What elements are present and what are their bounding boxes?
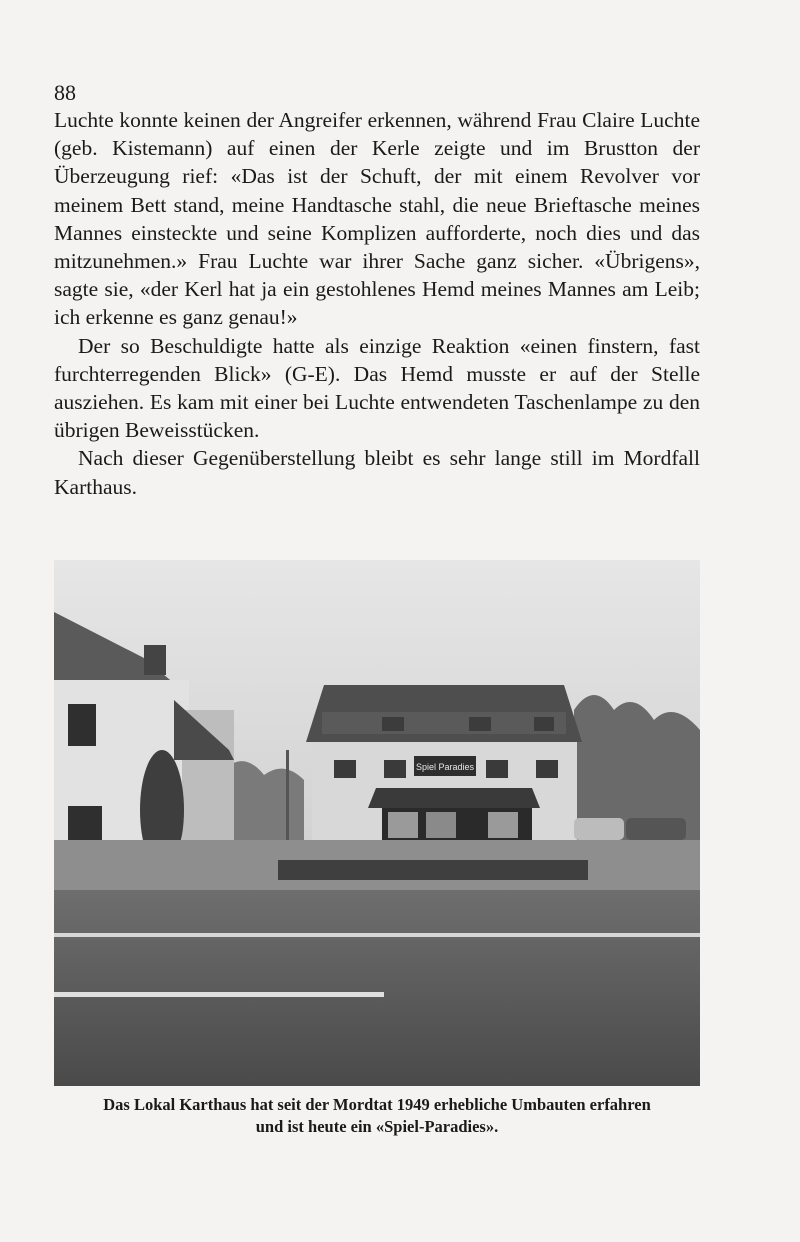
bleed-through-text — [54, 470, 700, 494]
page-number: 88 — [54, 80, 76, 105]
photo-caption — [54, 1094, 700, 1138]
paragraph: Nach dieser Gegenüberstellung bleibt es sehr lange still im Mordfall Karthaus. — [54, 446, 700, 499]
photo-lokal-karthaus — [54, 560, 700, 1086]
photo-illustration — [54, 560, 700, 1086]
shop-sign: Spiel Paradies — [415, 762, 475, 772]
paragraph: Luchte konnte keinen der Angreifer erkennen, während Frau Claire Luchte (geb. Kistemann) auf einen der Kerle zeigte und im Brustton der Überzeugung rief: «Das ist der Schuft, der mit einem Revolver vor meinem Bett stand, meine Handtasche stahl, die neue Brieftasche meines Mannes einsteckte und seine Komplizen aufforderte, noch dies und das mitzunehmen.» Frau Luchte war ihrer Sache ganz sicher. «Übrigens», sagte sie, «der Kerl hat ja ein gestohlenes Hemd meines Mannes am Leib; ich erkenne es ganz genau!» — [54, 108, 700, 330]
paragraph: Der so Beschuldigte hatte als einzige Reaktion «einen finstern, fast furchterregenden Blick» (G-E). Das Hemd musste er auf der Stelle ausziehen. Es kam mit einer bei Luchte entwendeten Taschenlampe zu den übrigen Beweisstücken. — [54, 333, 700, 443]
body-text — [54, 106, 700, 501]
caption-line: Das Lokal Karthaus hat seit der Mordtat 1949 erhebliche Umbauten erfahren — [103, 1095, 651, 1114]
caption-line: und ist heute ein «Spiel-Paradies». — [255, 1117, 499, 1136]
